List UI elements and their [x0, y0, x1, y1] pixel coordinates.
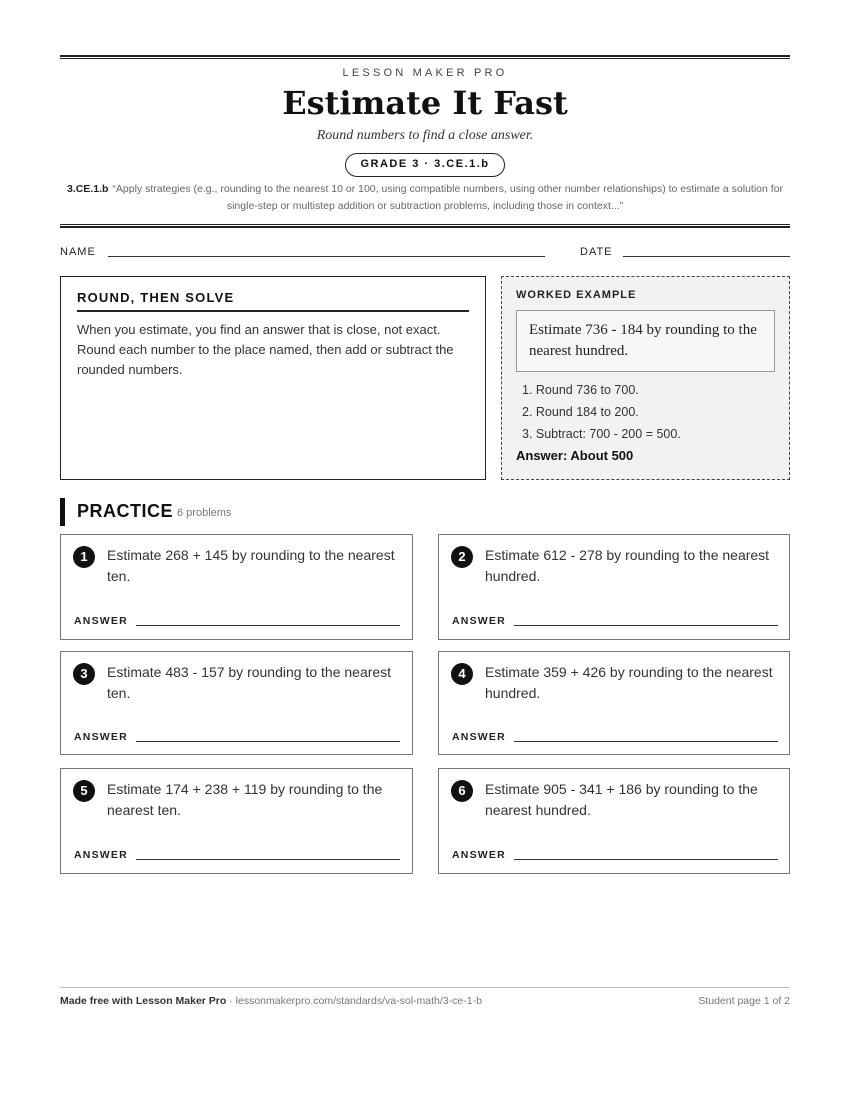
intro-text: When you estimate, you find an answer that is close, not exact. Round each number to the place named, then add or subtract the rounded numbers. — [77, 322, 454, 377]
answer-field[interactable] — [136, 625, 400, 626]
worked-example-steps — [516, 379, 775, 445]
worked-example-answer: Answer: About 500 — [516, 448, 634, 463]
date-field[interactable] — [623, 256, 790, 257]
answer-field[interactable] — [514, 859, 778, 860]
grade-badge: GRADE 3 · 3.CE.1.b — [345, 153, 505, 177]
worked-example-prompt: Estimate 736 - 184 by rounding to the nearest hundred. — [516, 310, 775, 372]
header-top-rule — [60, 55, 790, 59]
problem-text: Estimate 483 - 157 by rounding to the nearest ten. — [107, 664, 392, 701]
practice-accent-bar — [60, 498, 65, 526]
standard-text: “Apply strategies (e.g., rounding to the nearest 10 or 100, using compatible numbers, using other number relationships) to estimate a solution for single-step or multistep addition or subtraction problems, including those in context...” — [112, 183, 784, 212]
problem-card-2 — [438, 534, 790, 640]
answer-label: ANSWER — [452, 615, 506, 627]
intro-box — [60, 276, 486, 480]
answer-label: ANSWER — [452, 849, 506, 861]
answer-label: ANSWER — [74, 731, 128, 743]
problem-number: 4 — [451, 663, 473, 685]
practice-title: PRACTICE — [77, 501, 174, 521]
standard-code: 3.CE.1.b — [66, 183, 109, 195]
worked-example-step: 2. Round 184 to 200. — [522, 405, 639, 419]
answer-field[interactable] — [514, 741, 778, 742]
problem-card-1 — [60, 534, 413, 640]
answer-label: ANSWER — [74, 615, 128, 627]
problem-card-4 — [438, 651, 790, 755]
brand-name: LESSON MAKER PRO — [342, 67, 508, 79]
problem-number: 3 — [73, 663, 95, 685]
header-bottom-rule — [60, 224, 790, 228]
problem-text: Estimate 268 + 145 by rounding to the nearest ten. — [107, 547, 395, 584]
footer-brand: Made free with Lesson Maker Pro — [60, 995, 227, 1007]
worked-example-step: 3. Subtract: 700 - 200 = 500. — [522, 427, 681, 441]
problem-text: Estimate 905 - 341 + 186 by rounding to the nearest hundred. — [485, 781, 758, 818]
standard-description — [60, 181, 790, 215]
footer-rule — [60, 987, 790, 988]
worked-example-box — [501, 276, 790, 480]
problem-number: 2 — [451, 546, 473, 568]
answer-label: ANSWER — [452, 731, 506, 743]
name-label: NAME — [60, 246, 96, 258]
problem-number: 1 — [73, 546, 95, 568]
student-info-row — [60, 245, 790, 261]
practice-count: 6 problems — [177, 507, 232, 519]
answer-field[interactable] — [136, 741, 400, 742]
name-field[interactable] — [108, 256, 545, 257]
intro-heading: ROUND, THEN SOLVE — [77, 290, 469, 312]
footer-url: · lessonmakerpro.com/standards/va-sol-math/3-ce-1-b — [226, 995, 482, 1007]
date-label: DATE — [580, 246, 613, 258]
answer-label: ANSWER — [74, 849, 128, 861]
problem-number: 5 — [73, 780, 95, 802]
problem-text: Estimate 612 - 278 by rounding to the nearest hundred. — [485, 547, 770, 584]
footer-credit — [60, 995, 482, 1007]
worked-example-step: 1. Round 736 to 700. — [522, 383, 639, 397]
answer-field[interactable] — [514, 625, 778, 626]
problem-card-6 — [438, 768, 790, 874]
answer-field[interactable] — [136, 859, 400, 860]
worked-example-heading: WORKED EXAMPLE — [516, 289, 637, 301]
footer-page-number: Student page 1 of 2 — [698, 995, 790, 1007]
worksheet-subtitle: Round numbers to find a close answer. — [316, 128, 534, 143]
problem-text: Estimate 174 + 238 + 119 by rounding to the nearest ten. — [107, 781, 383, 818]
problem-card-3 — [60, 651, 413, 755]
problem-number: 6 — [451, 780, 473, 802]
worksheet-title: Estimate It Fast — [282, 84, 568, 122]
problem-text: Estimate 359 + 426 by rounding to the nearest hundred. — [485, 664, 773, 701]
problem-card-5 — [60, 768, 413, 874]
